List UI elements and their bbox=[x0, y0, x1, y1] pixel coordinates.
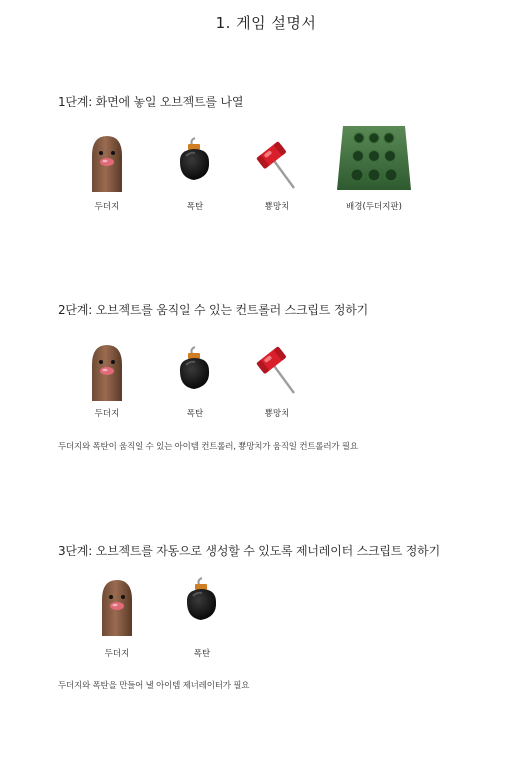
step3-heading: 3단계: 오브젝트를 자동으로 생성할 수 있도록 제너레이터 스크립트 정하기 bbox=[58, 544, 440, 558]
mole-image bbox=[98, 578, 136, 638]
bomb-image bbox=[183, 576, 221, 622]
mole-label: 두더지 bbox=[94, 409, 120, 419]
bomb-image bbox=[176, 345, 214, 391]
board-label: 배경(두더지판) bbox=[346, 202, 402, 212]
mole-image bbox=[88, 134, 126, 194]
mole-label: 두더지 bbox=[104, 649, 130, 659]
hammer-image bbox=[256, 138, 298, 190]
step1-heading: 1단계: 화면에 놓일 오브젝트를 나열 bbox=[58, 95, 244, 109]
mole-board-image bbox=[337, 124, 411, 190]
step2-note: 두더지와 폭탄이 움직일 수 있는 아이템 컨트롤러, 뿅망치가 움직일 컨트롤러가 필요 bbox=[58, 442, 358, 452]
step3-note: 두더지와 폭탄을 만들어 낼 아이템 제너레이터가 필요 bbox=[58, 681, 250, 691]
hammer-label: 뿅망치 bbox=[264, 202, 290, 212]
hammer-label: 뿅망치 bbox=[264, 409, 290, 419]
bomb-label: 폭탄 bbox=[186, 202, 204, 212]
page-title: 1. 게임 설명서 bbox=[215, 14, 317, 32]
bomb-image bbox=[176, 136, 214, 182]
step2-heading: 2단계: 오브젝트를 움직일 수 있는 컨트롤러 스크립트 정하기 bbox=[58, 303, 368, 317]
bomb-label: 폭탄 bbox=[193, 649, 211, 659]
hammer-image bbox=[256, 343, 298, 395]
mole-label: 두더지 bbox=[94, 202, 120, 212]
bomb-label: 폭탄 bbox=[186, 409, 204, 419]
mole-image bbox=[88, 343, 126, 403]
